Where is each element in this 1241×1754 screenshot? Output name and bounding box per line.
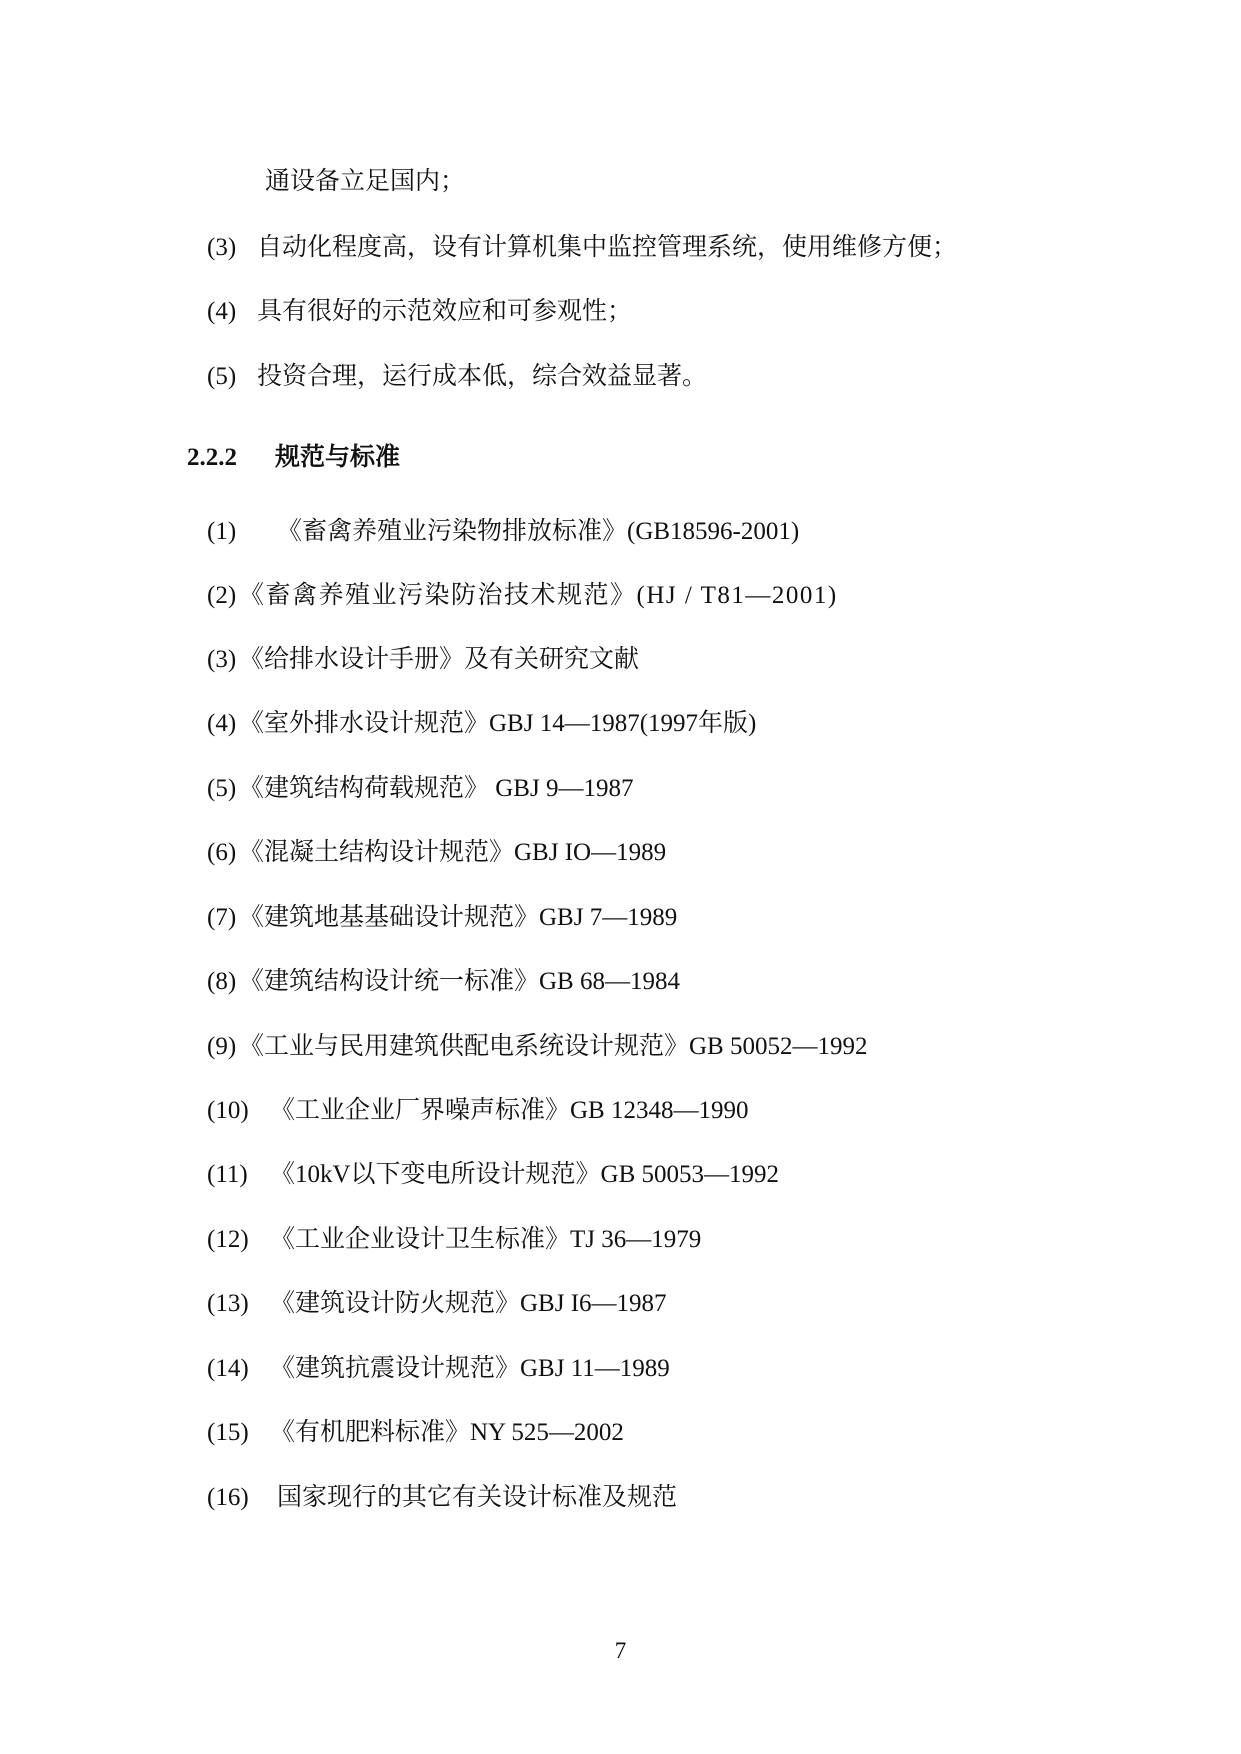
item-number: (8) (207, 968, 237, 995)
item-text: 《混凝土结构设计规范》GBJ IO—1989 (239, 839, 667, 866)
standard-item-1 (207, 516, 799, 548)
item-text: 《室外排水设计规范》GBJ 14—1987(1997年版) (239, 710, 757, 737)
section-title: 规范与标准 (275, 444, 401, 471)
item-text: 《有机肥料标准》NY 525—2002 (270, 1419, 624, 1446)
section-number: 2.2.2 (187, 444, 237, 471)
standard-item-2 (207, 580, 838, 612)
item-text: 《建筑设计防火规范》GBJ I6—1987 (270, 1290, 667, 1317)
item-text: 《工业企业设计卫生标准》TJ 36—1979 (270, 1226, 702, 1253)
item-text: 《畜禽养殖业污染防治技术规范》(HJ / T81—2001) (239, 582, 838, 609)
item-number: (12) (207, 1226, 249, 1253)
item-text: 自动化程度高，设有计算机集中监控管理系统，使用维修方便； (257, 234, 958, 261)
item-number: (15) (207, 1419, 249, 1446)
item-number: (5) (207, 363, 237, 390)
item-text: 《工业与民用建筑供配电系统设计规范》GB 50052—1992 (239, 1033, 868, 1060)
item-number: (14) (207, 1355, 249, 1382)
item-text: 《建筑地基基础设计规范》GBJ 7—1989 (239, 904, 678, 931)
item-number: (11) (207, 1161, 248, 1188)
item-number: (13) (207, 1290, 249, 1317)
item-number: (9) (207, 1033, 237, 1060)
standard-item-10 (207, 1095, 748, 1127)
standard-item-8 (207, 966, 680, 998)
item-text: 具有很好的示范效应和可参观性； (257, 298, 633, 325)
standard-item-7 (207, 902, 677, 934)
item-number: (4) (207, 710, 237, 737)
item-text: 《建筑抗震设计规范》GBJ 11—1989 (270, 1355, 670, 1382)
item-number: (7) (207, 904, 237, 931)
item-text: 《10kV以下变电所设计规范》GB 50053—1992 (270, 1161, 780, 1188)
item-text: 《建筑结构设计统一标准》GB 68—1984 (239, 968, 680, 995)
item-text: 《工业企业厂界噪声标准》GB 12348—1990 (270, 1097, 749, 1124)
section-heading (187, 441, 400, 475)
standard-item-9 (207, 1031, 867, 1063)
standard-item-4 (207, 708, 756, 740)
continuation-line: 通设备立足国内； (265, 168, 466, 195)
item-text: 《畜禽养殖业污染物排放标准》(GB18596-2001) (277, 518, 800, 545)
feature-item-3 (207, 232, 957, 264)
feature-item-4 (207, 296, 632, 328)
item-text: 《建筑结构荷载规范》 GBJ 9—1987 (239, 775, 634, 802)
item-number: (3) (207, 234, 237, 261)
item-text: 《给排水设计手册》及有关研究文献 (239, 646, 640, 673)
standard-item-5 (207, 773, 633, 805)
item-number: (5) (207, 775, 237, 802)
item-number: (4) (207, 298, 237, 325)
item-text: 国家现行的其它有关设计标准及规范 (277, 1484, 678, 1511)
item-number: (16) (207, 1484, 249, 1511)
item-number: (2) (207, 582, 237, 609)
item-number: (1) (207, 518, 237, 545)
feature-item-5 (207, 361, 707, 393)
item-number: (3) (207, 646, 237, 673)
standard-item-12 (207, 1224, 701, 1256)
standard-item-6 (207, 837, 666, 869)
standard-item-11 (207, 1159, 779, 1191)
standard-item-14 (207, 1353, 670, 1385)
page-number: 7 (614, 1638, 627, 1663)
standard-item-15 (207, 1417, 624, 1449)
item-number: (10) (207, 1097, 249, 1124)
standard-item-3 (207, 644, 639, 676)
standard-item-13 (207, 1288, 667, 1320)
item-number: (6) (207, 839, 237, 866)
item-text: 投资合理，运行成本低，综合效益显著。 (257, 363, 708, 390)
standard-item-16 (207, 1482, 677, 1514)
